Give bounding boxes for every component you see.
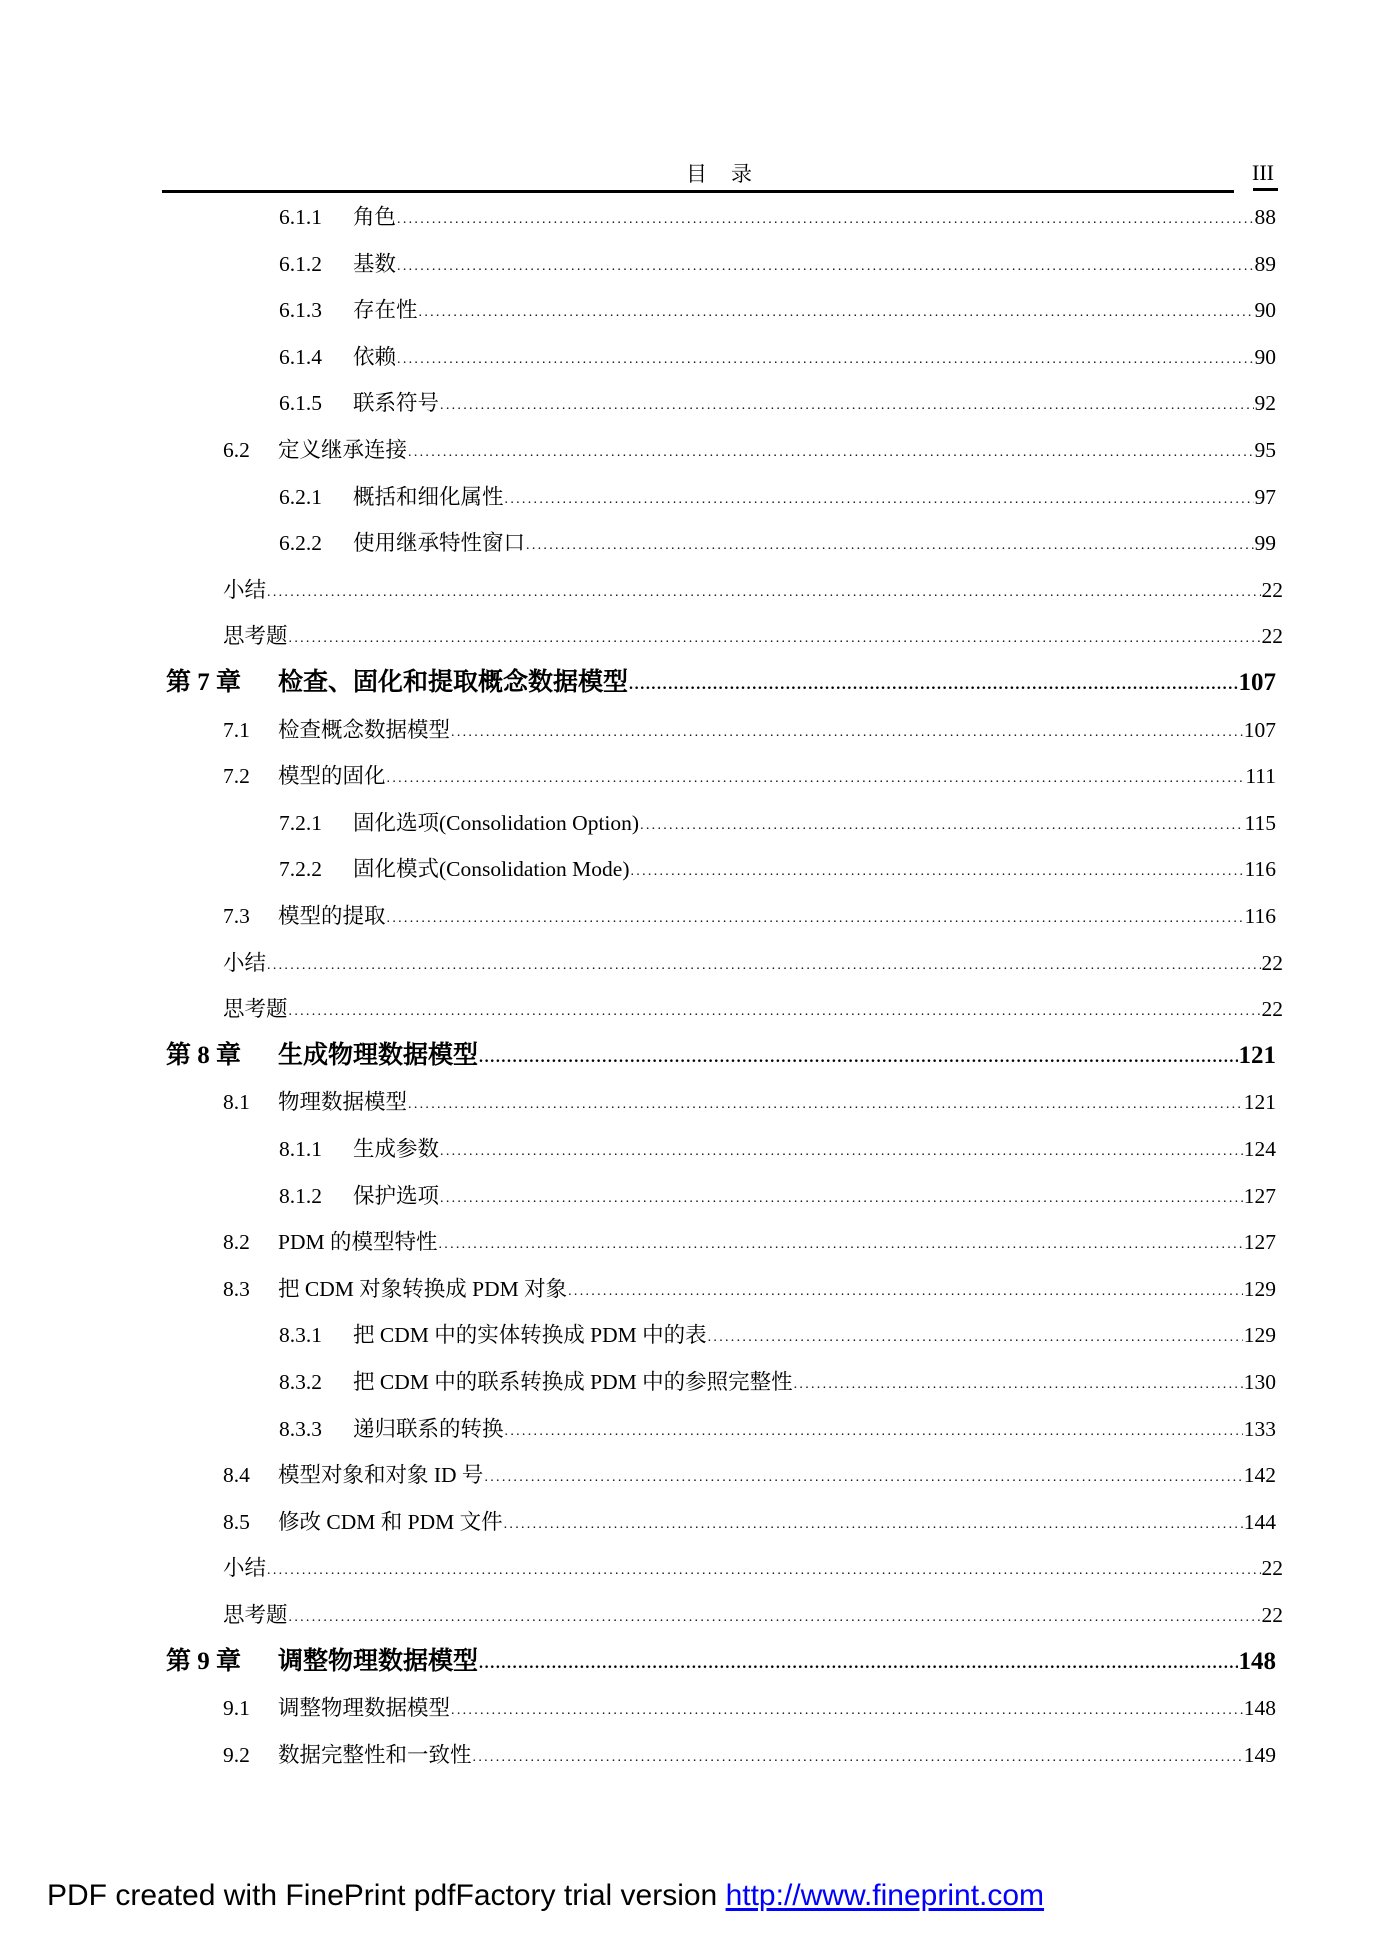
toc-entry-number: 第 7 章 — [166, 669, 242, 696]
dot-leader — [451, 1695, 1243, 1727]
toc-entry-number: 7.2 — [223, 764, 250, 789]
toc-entry-number: 6.2.1 — [279, 484, 322, 509]
toc-entry-number: 7.1 — [223, 717, 250, 742]
toc-entry — [223, 1273, 1276, 1305]
toc-entry-title: 小结 — [223, 950, 267, 975]
toc-entry-title: 调整物理数据模型 — [278, 1647, 479, 1675]
running-header-title: 目录 — [686, 162, 776, 186]
toc-chapter-entry — [166, 1646, 1276, 1678]
toc-entry — [279, 481, 1276, 513]
toc-entry — [223, 1506, 1276, 1538]
toc-entry-title: PDM 的模型特性 — [278, 1230, 438, 1255]
toc-entry-title: 基数 — [353, 251, 397, 276]
toc-entry-number: 8.1.2 — [279, 1183, 322, 1208]
toc-entry-number: 6.1.3 — [279, 298, 322, 323]
toc-entry-number: 9.1 — [223, 1696, 250, 1721]
toc-entry-number: 6.1.4 — [279, 344, 322, 369]
toc-entry — [279, 1413, 1276, 1445]
dot-leader — [438, 1229, 1242, 1261]
dot-leader — [708, 1322, 1243, 1354]
dot-leader — [640, 810, 1243, 842]
toc-entry-page: 129 — [1243, 1276, 1276, 1301]
toc-entry-title: 调整物理数据模型 — [278, 1696, 451, 1721]
toc-entry-page: 90 — [1254, 344, 1276, 369]
toc-entry — [279, 1366, 1276, 1398]
toc-entry — [279, 201, 1276, 233]
toc-entry-page: 116 — [1244, 904, 1276, 928]
toc-entry-number: 8.3.3 — [279, 1416, 322, 1441]
toc-entry-title: 依赖 — [353, 344, 397, 369]
toc-entry — [279, 1133, 1276, 1165]
toc-entry-page: 144 — [1243, 1509, 1276, 1534]
toc-entry — [279, 1319, 1276, 1351]
toc-entry-title: 保护选项 — [353, 1183, 440, 1208]
toc-entry-page: 22 — [1261, 1556, 1283, 1581]
toc-entry-title: 思考题 — [223, 624, 288, 649]
toc-entry — [279, 387, 1276, 419]
toc-entry-page: 22 — [1261, 1603, 1283, 1627]
toc-entry — [223, 1459, 1276, 1491]
toc-entry-number: 8.3 — [223, 1276, 250, 1301]
toc-entry-page: 95 — [1254, 438, 1276, 462]
toc-entry-title: 思考题 — [223, 997, 288, 1022]
dot-leader — [397, 204, 1253, 236]
toc-entry-page: 130 — [1243, 1370, 1276, 1394]
toc-entry-page: 22 — [1261, 577, 1283, 602]
header-rule — [162, 190, 1234, 193]
toc-entry-title: 固化选项(Consolidation Option) — [353, 810, 640, 835]
toc-entry-page: 99 — [1254, 531, 1276, 556]
toc-entry-number: 6.2.2 — [279, 531, 322, 556]
toc-entry-title: 修改 CDM 和 PDM 文件 — [278, 1509, 503, 1534]
header-page-number: III — [1252, 160, 1274, 185]
toc-entry-page: 124 — [1243, 1137, 1276, 1161]
toc-entry-number: 6.1.5 — [279, 391, 322, 416]
toc-entry — [223, 1226, 1276, 1258]
dot-leader — [479, 1648, 1237, 1680]
toc-entry — [279, 341, 1276, 373]
toc-entry-title: 把 CDM 对象转换成 PDM 对象 — [278, 1276, 568, 1301]
toc-entry-title: 小结 — [223, 1556, 267, 1581]
toc-entry-title: 模型对象和对象 ID 号 — [278, 1463, 484, 1488]
toc-entry-title: 检查概念数据模型 — [278, 717, 451, 742]
toc-entry — [223, 714, 1276, 746]
toc-entry-page: 121 — [1243, 1090, 1276, 1115]
toc-entry-page: 111 — [1245, 764, 1276, 789]
toc-entry — [279, 1180, 1276, 1212]
toc-entry-page: 22 — [1261, 624, 1283, 649]
toc-entry-title: 角色 — [353, 205, 397, 229]
toc-entry-number: 7.3 — [223, 904, 250, 928]
toc-entry — [223, 1086, 1276, 1118]
dot-leader — [397, 344, 1253, 376]
toc-entry-title: 递归联系的转换 — [353, 1416, 504, 1441]
dot-leader — [267, 1555, 1260, 1587]
toc-entry-title: 定义继承连接 — [278, 438, 408, 462]
toc-entry-number: 8.1 — [223, 1090, 250, 1115]
toc-entry — [279, 853, 1276, 885]
toc-entry-page: 89 — [1254, 251, 1276, 276]
toc-entry-title: 存在性 — [353, 298, 418, 323]
dot-leader — [397, 251, 1253, 283]
toc-entry-number: 8.3.2 — [279, 1370, 322, 1394]
toc-entry-page: 149 — [1243, 1742, 1276, 1767]
toc-entry-title: 概括和细化属性 — [353, 484, 504, 509]
toc-entry-page: 107 — [1238, 669, 1276, 696]
toc-entry-number: 9.2 — [223, 1742, 250, 1767]
dot-leader — [408, 1089, 1243, 1121]
dot-leader — [629, 669, 1237, 701]
dot-leader — [419, 297, 1254, 329]
toc-entry-page: 92 — [1254, 391, 1276, 416]
toc-entry — [279, 294, 1276, 326]
dot-leader — [484, 1462, 1242, 1494]
toc-entry-page: 127 — [1243, 1183, 1276, 1208]
toc-entry-title: 物理数据模型 — [278, 1090, 408, 1115]
toc-entry-title: 模型的提取 — [278, 904, 386, 928]
toc-entry-title: 思考题 — [223, 1603, 288, 1627]
toc-entry — [223, 1739, 1276, 1771]
toc-entry-title: 使用继承特性窗口 — [353, 531, 526, 556]
dot-leader — [267, 577, 1260, 609]
dot-leader — [631, 856, 1244, 888]
dot-leader — [440, 1183, 1243, 1215]
toc-entry-title: 生成参数 — [353, 1137, 440, 1161]
dot-leader — [387, 763, 1245, 795]
toc-entry-number: 8.3.1 — [279, 1323, 322, 1348]
footer-text: PDF created with FinePrint pdfFactory trial version — [47, 1879, 726, 1912]
toc-entry — [279, 807, 1276, 839]
dot-leader — [387, 903, 1244, 935]
toc-entry-page: 115 — [1244, 810, 1276, 835]
dot-leader — [794, 1369, 1243, 1401]
toc-entry-number: 8.1.1 — [279, 1137, 322, 1161]
toc-entry-title: 把 CDM 中的联系转换成 PDM 中的参照完整性 — [353, 1370, 793, 1394]
toc-entry-title: 联系符号 — [353, 391, 440, 416]
toc-entry-page: 107 — [1243, 717, 1276, 742]
toc-entry-page: 148 — [1238, 1647, 1276, 1675]
dot-leader — [408, 437, 1253, 469]
toc-entry-number: 7.2.1 — [279, 810, 322, 835]
toc-chapter-entry — [166, 1040, 1276, 1072]
toc-entry-page: 121 — [1238, 1041, 1276, 1069]
page-number-underline — [1253, 188, 1278, 191]
toc-entry — [223, 1692, 1276, 1724]
dot-leader — [568, 1276, 1243, 1308]
toc-entry-page: 22 — [1261, 997, 1283, 1022]
toc-entry — [223, 1552, 1283, 1584]
toc-entry-page: 129 — [1243, 1323, 1276, 1348]
toc-entry-number: 第 9 章 — [166, 1647, 242, 1675]
toc-entry-title: 把 CDM 中的实体转换成 PDM 中的表 — [353, 1323, 707, 1348]
toc-entry — [279, 527, 1276, 559]
toc-entry — [223, 620, 1283, 652]
toc-entry-page: 88 — [1254, 205, 1276, 229]
toc-entry-title: 数据完整性和一致性 — [278, 1742, 472, 1767]
fineprint-link[interactable]: http://www.fineprint.com — [725, 1879, 1045, 1912]
dot-leader — [504, 1509, 1243, 1541]
dot-leader — [479, 1042, 1237, 1074]
toc-entry-title: 模型的固化 — [278, 764, 386, 789]
toc-entry-number: 7.2.2 — [279, 857, 322, 882]
toc-entry-page: 90 — [1254, 298, 1276, 323]
toc-chapter-entry — [166, 667, 1276, 699]
toc-entry-number: 第 8 章 — [166, 1041, 242, 1069]
toc-entry-page: 127 — [1243, 1230, 1276, 1255]
toc-entry-number: 8.5 — [223, 1509, 250, 1534]
toc-entry-page: 116 — [1244, 857, 1276, 882]
toc-entry — [223, 993, 1283, 1025]
toc-entry-number: 8.4 — [223, 1463, 250, 1488]
toc-entry — [223, 1599, 1283, 1631]
toc-entry-title: 检查、固化和提取概念数据模型 — [278, 669, 629, 696]
pdf-watermark-footer — [47, 1878, 1044, 1914]
toc-entry-number: 8.2 — [223, 1230, 250, 1255]
toc-entry-page: 97 — [1254, 484, 1276, 509]
toc-entry — [223, 900, 1276, 932]
dot-leader — [505, 1416, 1243, 1448]
dot-leader — [473, 1742, 1243, 1774]
toc-entry — [223, 574, 1283, 606]
dot-leader — [440, 1136, 1243, 1168]
dot-leader — [289, 623, 1261, 655]
toc-entry-title: 生成物理数据模型 — [278, 1041, 479, 1069]
toc-entry-number: 6.1.1 — [279, 205, 322, 229]
toc-entry-title: 小结 — [223, 577, 267, 602]
toc-entry — [223, 434, 1276, 466]
toc-entry-number: 6.2 — [223, 438, 250, 462]
dot-leader — [267, 950, 1260, 982]
dot-leader — [526, 530, 1253, 562]
toc-entry — [223, 947, 1283, 979]
toc-entry-page: 22 — [1261, 950, 1283, 975]
toc-entry — [223, 760, 1276, 792]
toc-entry-title: 固化模式(Consolidation Mode) — [353, 857, 630, 882]
dot-leader — [451, 717, 1243, 749]
toc-entry-page: 133 — [1243, 1416, 1276, 1441]
toc-entry-number: 6.1.2 — [279, 251, 322, 276]
dot-leader — [440, 390, 1253, 422]
dot-leader — [289, 1602, 1261, 1634]
dot-leader — [289, 996, 1261, 1028]
toc-entry-page: 148 — [1243, 1696, 1276, 1721]
dot-leader — [505, 484, 1254, 516]
toc-entry — [279, 248, 1276, 280]
toc-entry-page: 142 — [1243, 1463, 1276, 1488]
